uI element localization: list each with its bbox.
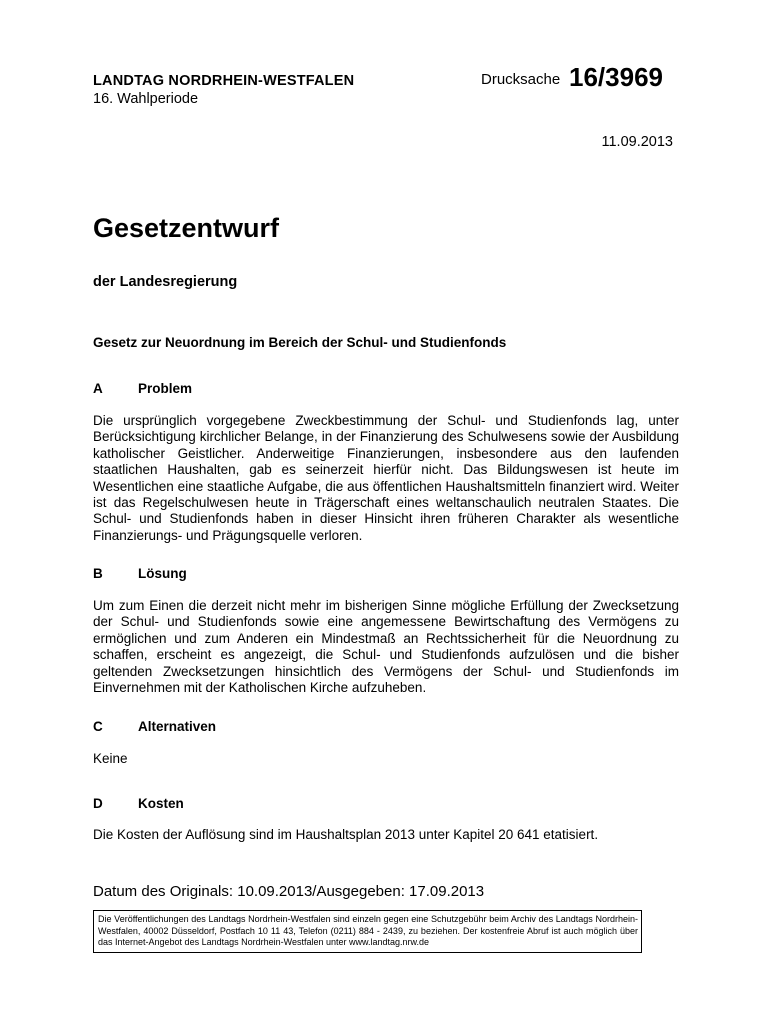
section-c-text: Keine — [93, 751, 128, 766]
document-subtitle: der Landesregierung — [93, 274, 238, 290]
section-c-heading: Alternativen — [138, 719, 217, 734]
section-d-letter: D — [93, 796, 103, 811]
law-title: Gesetz zur Neuordnung im Bereich der Schul- und Studienfonds — [93, 335, 507, 350]
publication-notice: Die Veröffentlichungen des Landtags Nordrhein-Westfalen sind einzeln gegen eine Schutzgebühr beim Archiv des Landtags Nordrhein-Westfalen, 40002 Düsseldorf, Postfach 10 11 43, Telefon (0211) 884 - 2439, zu beziehen. Der kostenfreie Abruf ist auch möglich über das Internet-Angebot des Landtags Nordrhein-Westfalen unter www.landtag.nrw.de — [93, 910, 642, 953]
document-title: Gesetzentwurf — [93, 213, 280, 243]
section-b-letter: B — [93, 566, 103, 581]
section-d-text: Die Kosten der Auflösung sind im Haushaltsplan 2013 unter Kapitel 20 641 etatisiert. — [93, 827, 599, 842]
section-d-heading: Kosten — [138, 796, 184, 811]
original-date-line: Datum des Originals: 10.09.2013/Ausgegeben: 17.09.2013 — [93, 883, 485, 900]
section-a-heading: Problem — [138, 381, 193, 396]
section-b-heading: Lösung — [138, 566, 187, 581]
document-date: 11.09.2013 — [601, 134, 673, 150]
drucksache-label: Drucksache — [481, 71, 561, 88]
institution-name: LANDTAG NORDRHEIN-WESTFALEN — [93, 73, 355, 89]
section-b-text: Um zum Einen die derzeit nicht mehr im bisherigen Sinne mögliche Erfüllung der Zwecksetzung der Schul- und Studienfonds sowie eine angemessene Bewirtschaftung des Vermögens zu ermöglichen und zum Anderen ein Mindestmaß an Rechtssicherheit für die Neuordnung zu schaffen, erscheint es angezeigt, die Schul- und Studienfonds aufzulösen und die bisher geltenden Zwecksetzungen hinsichtlich des Vermögens der Schul- und Studienfonds im Einvernehmen mit der Katholischen Kirche aufzuheben. — [93, 598, 679, 696]
section-a-text: Die ursprünglich vorgegebene Zweckbestimmung der Schul- und Studienfonds lag, unter Berücksichtigung kirchlicher Belange, in der Finanzierung des Schulwesens sowie der Ausbildung katholischer Geistlicher. Anderweitige Finanzierungen, insbesondere aus den laufenden staatlichen Haushalten, gab es seinerzeit hierfür nicht. Das Bildungswesen ist heute im Wesentlichen eine staatliche Aufgabe, die aus öffentlichen Haushaltsmitteln finanziert wird. Weiter ist das Regelschulwesen heute in Trägerschaft eines weltanschaulich neutralen Staates. Die Schul- und Studienfonds haben in dieser Hinsicht ihren früheren Charakter als wesentliche Finanzierungs- und Prägungsquelle verloren. — [93, 413, 679, 543]
section-a-letter: A — [93, 381, 103, 396]
section-c-letter: C — [93, 719, 103, 734]
legislative-period: 16. Wahlperiode — [93, 91, 199, 107]
drucksache-number: 16/3969 — [569, 62, 663, 92]
